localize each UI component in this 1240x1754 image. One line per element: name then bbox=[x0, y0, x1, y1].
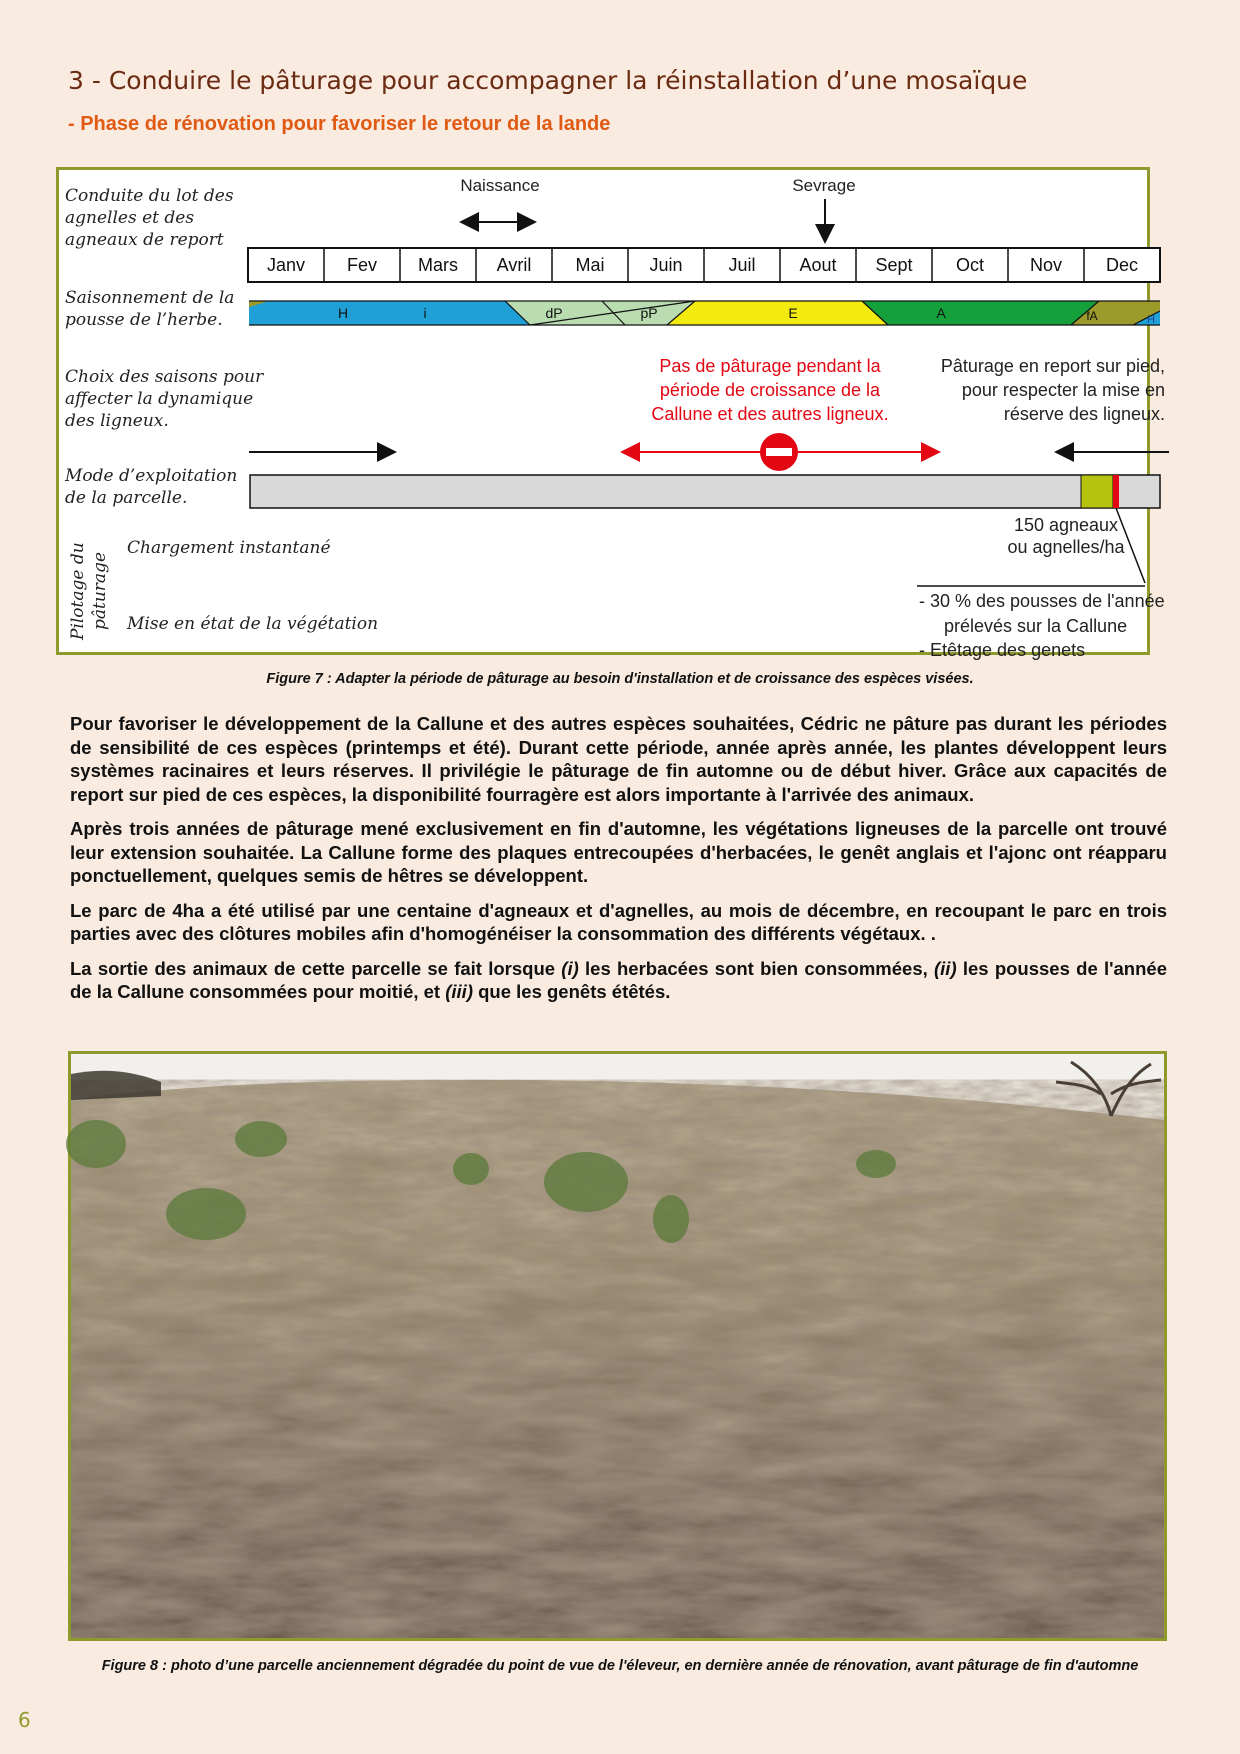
p4-part-d: que les genêts étêtés. bbox=[472, 981, 671, 1002]
month-label: Mars bbox=[418, 255, 458, 275]
label-mode-1: Mode d’exploitation bbox=[65, 466, 238, 486]
label-saisonnement-1: Saisonnement de la bbox=[65, 288, 235, 308]
event-sevrage: Sevrage bbox=[792, 176, 856, 195]
month-label: Oct bbox=[955, 255, 985, 275]
month-label: Juin bbox=[649, 255, 683, 275]
label-mise-en-etat: Mise en état de la végétation bbox=[127, 614, 379, 634]
label-choix-3: des ligneux. bbox=[65, 411, 169, 431]
target-line-2: prélevés sur la Callune bbox=[944, 616, 1128, 636]
p4-part-a: La sortie des animaux de cette parcelle se fait lorsque bbox=[70, 957, 562, 979]
month-label: Janv bbox=[266, 255, 306, 275]
label-conduite-1: Conduite du lot des bbox=[65, 186, 234, 206]
heathland-illustration bbox=[71, 1054, 1164, 1638]
paragraph-4 bbox=[70, 957, 1167, 1004]
stocking-line-1: 150 agneaux bbox=[1013, 515, 1119, 535]
figure-7-diagram bbox=[56, 167, 1165, 660]
month-label: Aout bbox=[799, 255, 837, 275]
p4-roman-i: (i) bbox=[561, 957, 579, 979]
report-line-1: Pâturage en report sur pied, bbox=[940, 356, 1165, 376]
exploitation-bar bbox=[250, 475, 1160, 508]
season-h-winter bbox=[249, 301, 530, 325]
season-e bbox=[667, 301, 888, 325]
month-label: Fev bbox=[346, 255, 378, 275]
p4-part-c: les pousses de l'année de la Callune consommées pour moitié, et bbox=[70, 957, 1167, 1002]
month-label: Nov bbox=[1029, 255, 1063, 275]
p4-part-b: les herbacées sont bien consommées, bbox=[578, 957, 934, 979]
grazing-period-green bbox=[1081, 475, 1113, 508]
label-conduite-3: agneaux de report bbox=[65, 230, 224, 250]
label-mode-2: de la parcelle. bbox=[65, 488, 188, 508]
season-label-a: A bbox=[936, 305, 946, 321]
no-grazing-line-1: Pas de pâturage pendant la bbox=[659, 356, 881, 376]
label-chargement: Chargement instantané bbox=[127, 538, 331, 558]
label-conduite-2: agnelles et des bbox=[65, 208, 195, 228]
figure-7-caption: Figure 7 : Adapter la période de pâturage au besoin d'installation et de croissance des espèces visées. bbox=[266, 671, 974, 687]
label-pilotage-1: Pilotage du bbox=[68, 542, 88, 640]
season-label-i: i bbox=[423, 305, 427, 321]
report-line-3: réserve des ligneux. bbox=[1003, 404, 1165, 424]
month-label: Juil bbox=[728, 255, 756, 275]
page-number: 6 bbox=[18, 1708, 31, 1732]
no-entry-icon bbox=[760, 433, 798, 471]
target-line-3: - Etêtage des genets bbox=[919, 640, 1086, 660]
event-naissance: Naissance bbox=[460, 176, 540, 195]
season-label-fa: fA bbox=[1086, 309, 1098, 323]
season-band bbox=[249, 301, 1160, 326]
stocking-line-2: ou agnelles/ha bbox=[1007, 537, 1125, 557]
label-choix-2: affecter la dynamique bbox=[65, 389, 254, 409]
page-title: 3 - Conduire le pâturage pour accompagner la réinstallation d’une mosaïque bbox=[68, 66, 1028, 95]
paragraph-2: Après trois années de pâturage mené exclusivement en fin d'automne, les végétations ligneuses de la parcelle ont trouvé leur extension souhaitée. La Callune forme des plaques entrecoupées d'herbacées, le genêt anglais et l'ajonc ont réapparu ponctuellement, quelques semis de hêtres se développent. bbox=[70, 818, 1167, 886]
grazing-period-red bbox=[1113, 475, 1119, 508]
label-pilotage-2: pâturage bbox=[90, 551, 110, 630]
target-line-1: - 30 % des pousses de l'année bbox=[919, 591, 1165, 611]
no-grazing-line-2: période de croissance de la bbox=[659, 380, 881, 400]
season-label-h-end: H bbox=[1147, 314, 1155, 326]
season-label-e: E bbox=[788, 305, 798, 321]
section-subtitle: - Phase de rénovation pour favoriser le retour de la lande bbox=[68, 113, 611, 135]
month-label: Avril bbox=[496, 255, 532, 275]
figure-8-caption: Figure 8 : photo d’une parcelle anciennement dégradée du point de vue de l'éleveur, en dernière année de rénovation, avant pâturage de fin d'automne bbox=[101, 1658, 1139, 1674]
body-text bbox=[70, 712, 1167, 1015]
month-label: Sept bbox=[875, 255, 913, 275]
heathland-photo bbox=[68, 1051, 1167, 1641]
label-choix-1: Choix des saisons pour bbox=[65, 367, 264, 387]
report-line-2: pour respecter la mise en bbox=[961, 380, 1165, 400]
season-a bbox=[862, 301, 1099, 325]
month-label: Mai bbox=[575, 255, 605, 275]
paragraph-3: Le parc de 4ha a été utilisé par une centaine d'agneaux et d'agnelles, au mois de décembre, en recoupant le parc en trois parties avec des clôtures mobiles afin d'homogénéiser la consommation des différents végétaux. . bbox=[70, 899, 1167, 944]
grazing-calendar-diagram bbox=[59, 170, 1165, 660]
label-saisonnement-2: pousse de l’herbe. bbox=[65, 310, 223, 330]
season-label-pp: pP bbox=[640, 305, 658, 321]
p4-roman-ii: (ii) bbox=[934, 957, 957, 979]
p4-roman-iii: (iii) bbox=[445, 981, 473, 1002]
no-grazing-line-3: Callune et des autres ligneux. bbox=[651, 404, 889, 424]
paragraph-1: Pour favoriser le développement de la Callune et des autres espèces souhaitées, Cédric ne pâture pas durant les périodes de sensibilité de ces espèces (printemps et été). Durant cette période, année après année, les plantes développent leurs systèmes racinaires et leurs réserves. Il privilégie le pâturage de fin automne ou de début hiver. Grâce aux capacités de report sur pied de ces espèces, la disponibilité fourragère est alors importante à l'arrivée des animaux. bbox=[70, 713, 1167, 805]
season-label-h: H bbox=[337, 305, 349, 321]
month-label: Dec bbox=[1105, 255, 1139, 275]
season-label-dp: dP bbox=[545, 305, 563, 321]
